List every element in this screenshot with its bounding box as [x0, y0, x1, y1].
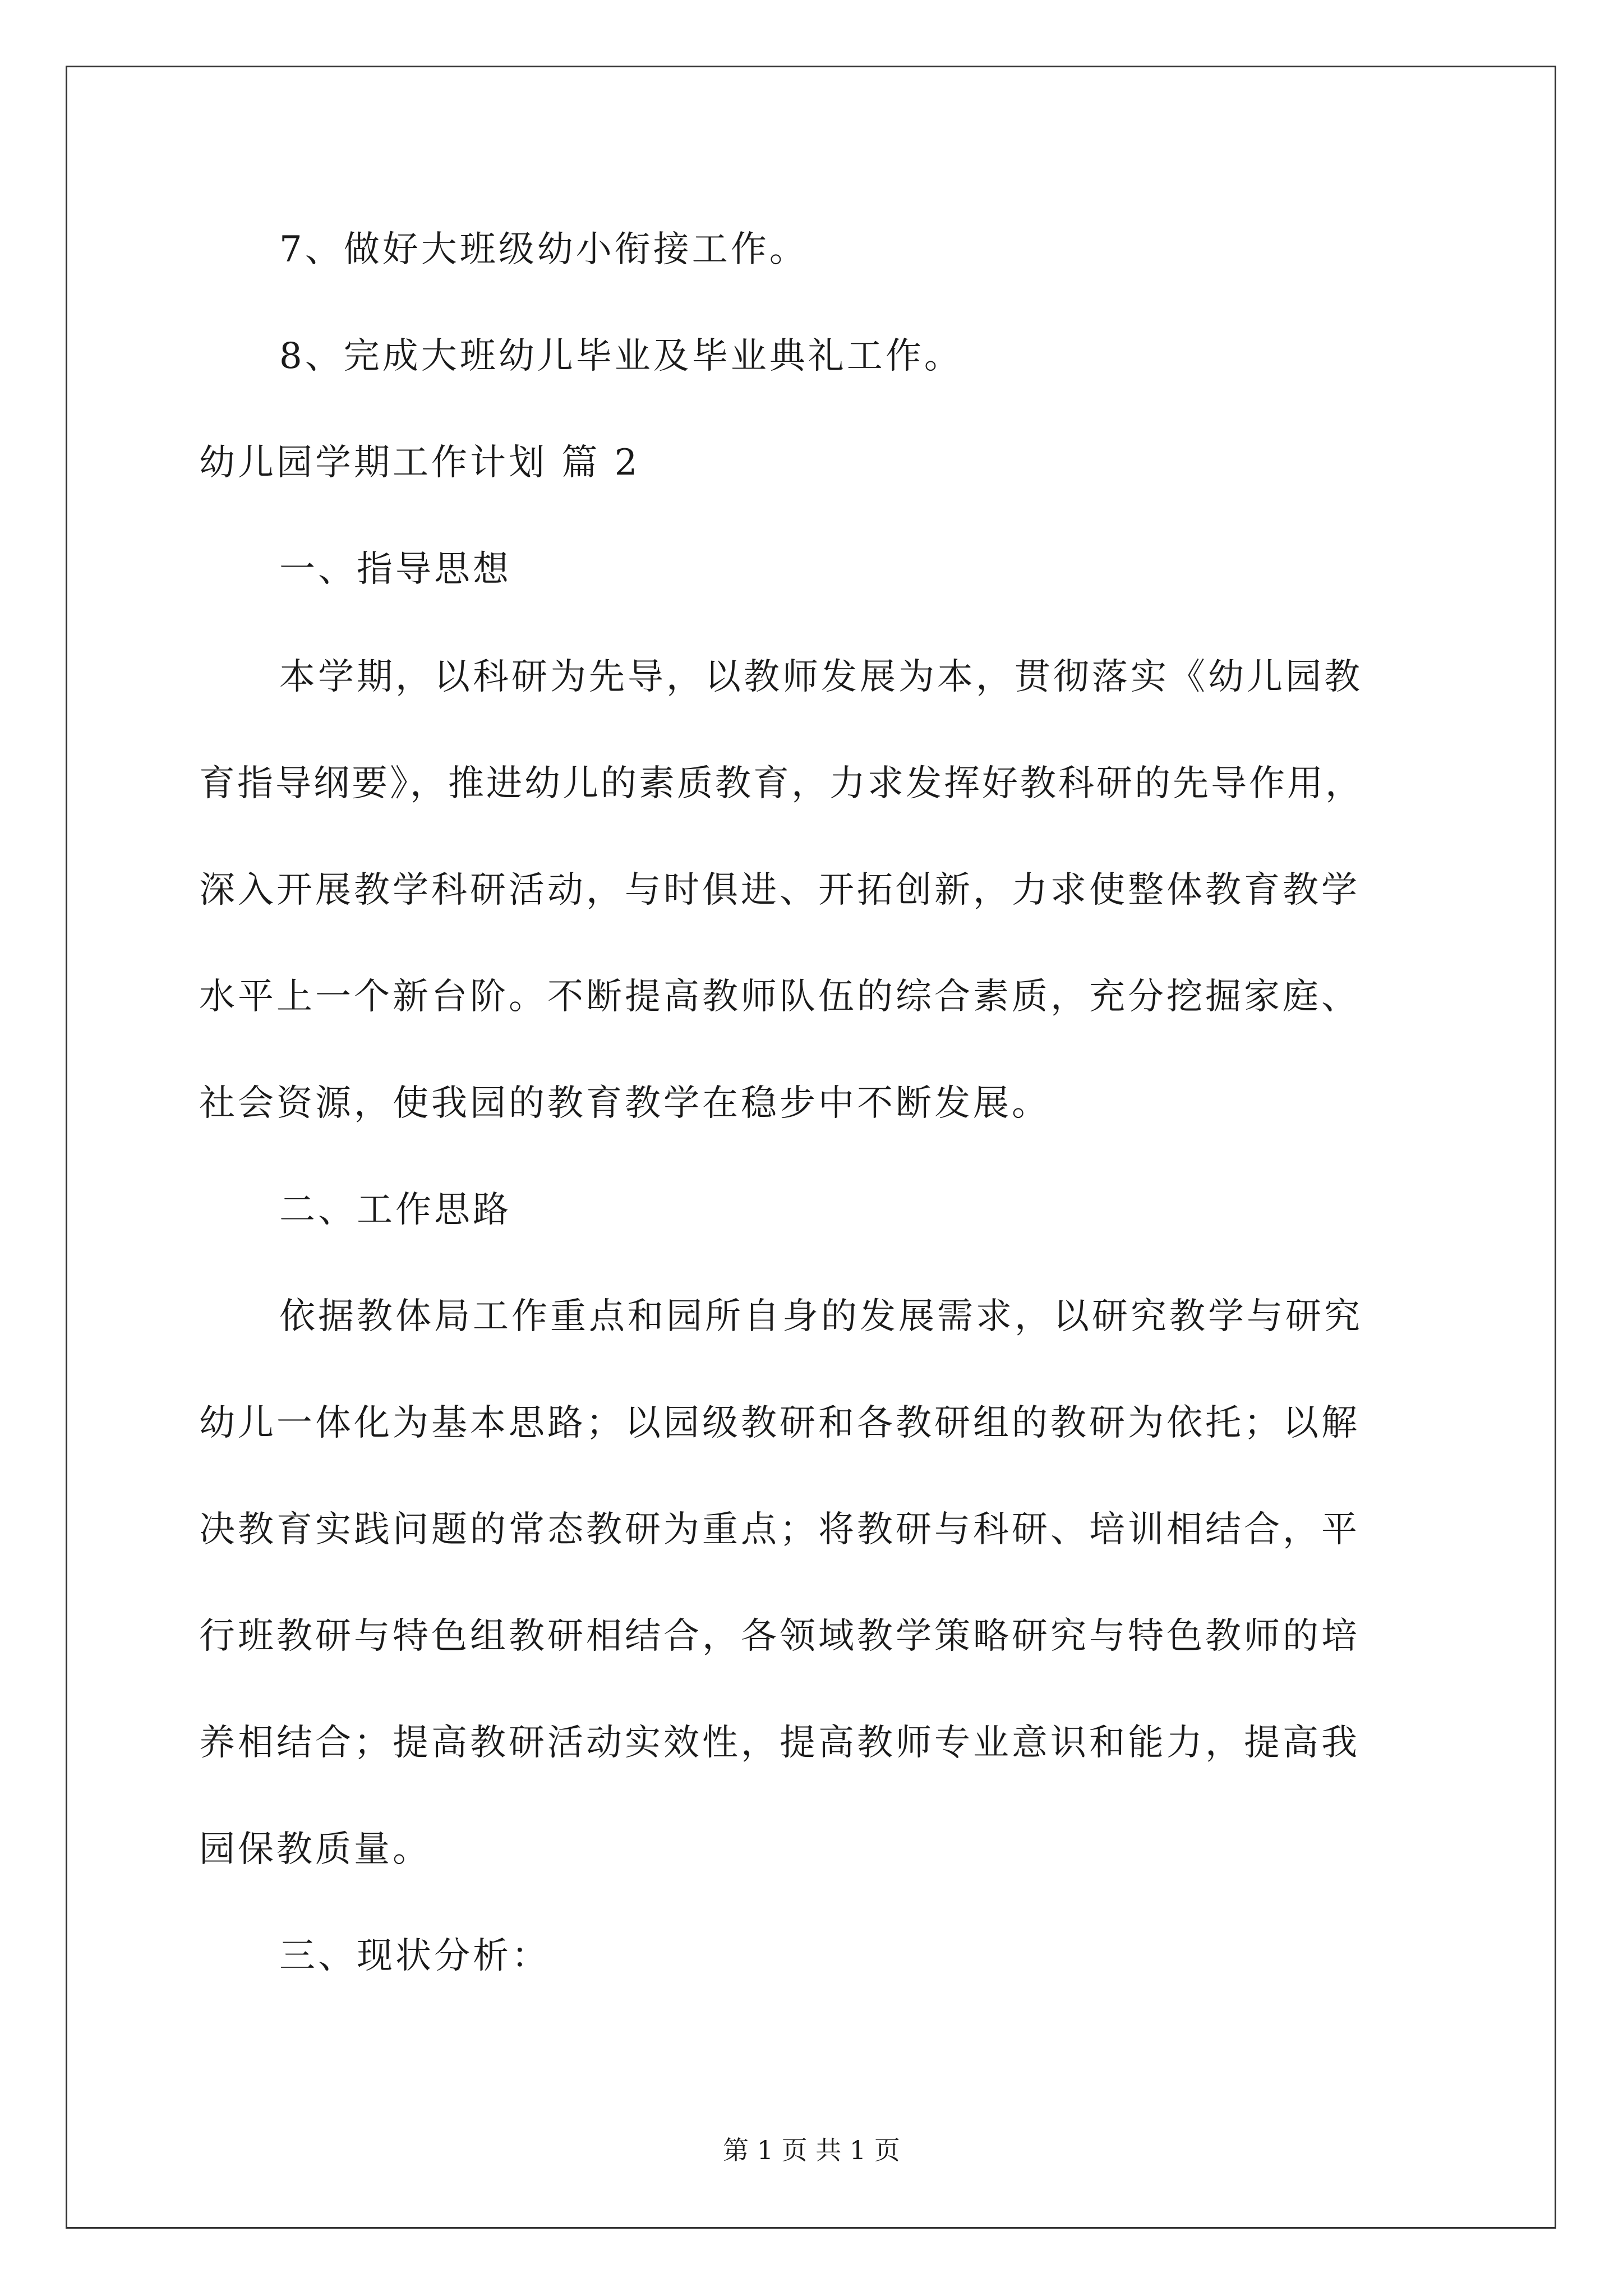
paragraph-1-line-4: 水平上一个新台阶。不断提高教师队伍的综合素质，充分挖掘家庭、: [199, 976, 1360, 1018]
paragraph-2-line-6: 园保教质量。: [199, 1829, 431, 1870]
paragraph-2-line-4: 行班教研与特色组教研相结合，各领域教学策略研究与特色教师的培: [199, 1616, 1360, 1657]
paragraph-1-line-3: 深入开展教学科研活动，与时俱进、开拓创新，力求使整体教育教学: [199, 869, 1360, 911]
paragraph-2-line-1: 依据教体局工作重点和园所自身的发展需求，以研究教学与研究: [279, 1296, 1363, 1337]
paragraph-2-line-2: 幼儿一体化为基本思路；以园级教研和各教研组的教研为依托；以解: [199, 1402, 1360, 1444]
paragraph-2-line-3: 决教育实践问题的常态教研为重点；将教研与科研、培训相结合，平: [199, 1509, 1360, 1550]
paragraph-2-line-5: 养相结合；提高教研活动实效性，提高教师专业意识和能力，提高我: [199, 1722, 1360, 1764]
paragraph-1-line-5: 社会资源，使我园的教育教学在稳步中不断发展。: [199, 1083, 1050, 1124]
heading-work-approach: 二、工作思路: [279, 1189, 511, 1231]
page-number-footer: 第 1 页 共 1 页: [723, 2135, 900, 2165]
list-item-7: 7、做好大班级幼小衔接工作。: [279, 229, 808, 270]
page-border: [66, 66, 1556, 2229]
list-item-8: 8、完成大班幼儿毕业及毕业典礼工作。: [279, 335, 963, 377]
heading-status-analysis: 三、现状分析：: [279, 1935, 550, 1977]
heading-guiding-thought: 一、指导思想: [279, 549, 511, 590]
paragraph-1-line-2: 育指导纲要》，推进幼儿的素质教育，力求发挥好教科研的先导作用，: [199, 763, 1363, 804]
paragraph-1-line-1: 本学期，以科研为先导，以教师发展为本，贯彻落实《幼儿园教: [279, 656, 1363, 698]
section-title: 幼儿园学期工作计划 篇 2: [199, 442, 640, 484]
